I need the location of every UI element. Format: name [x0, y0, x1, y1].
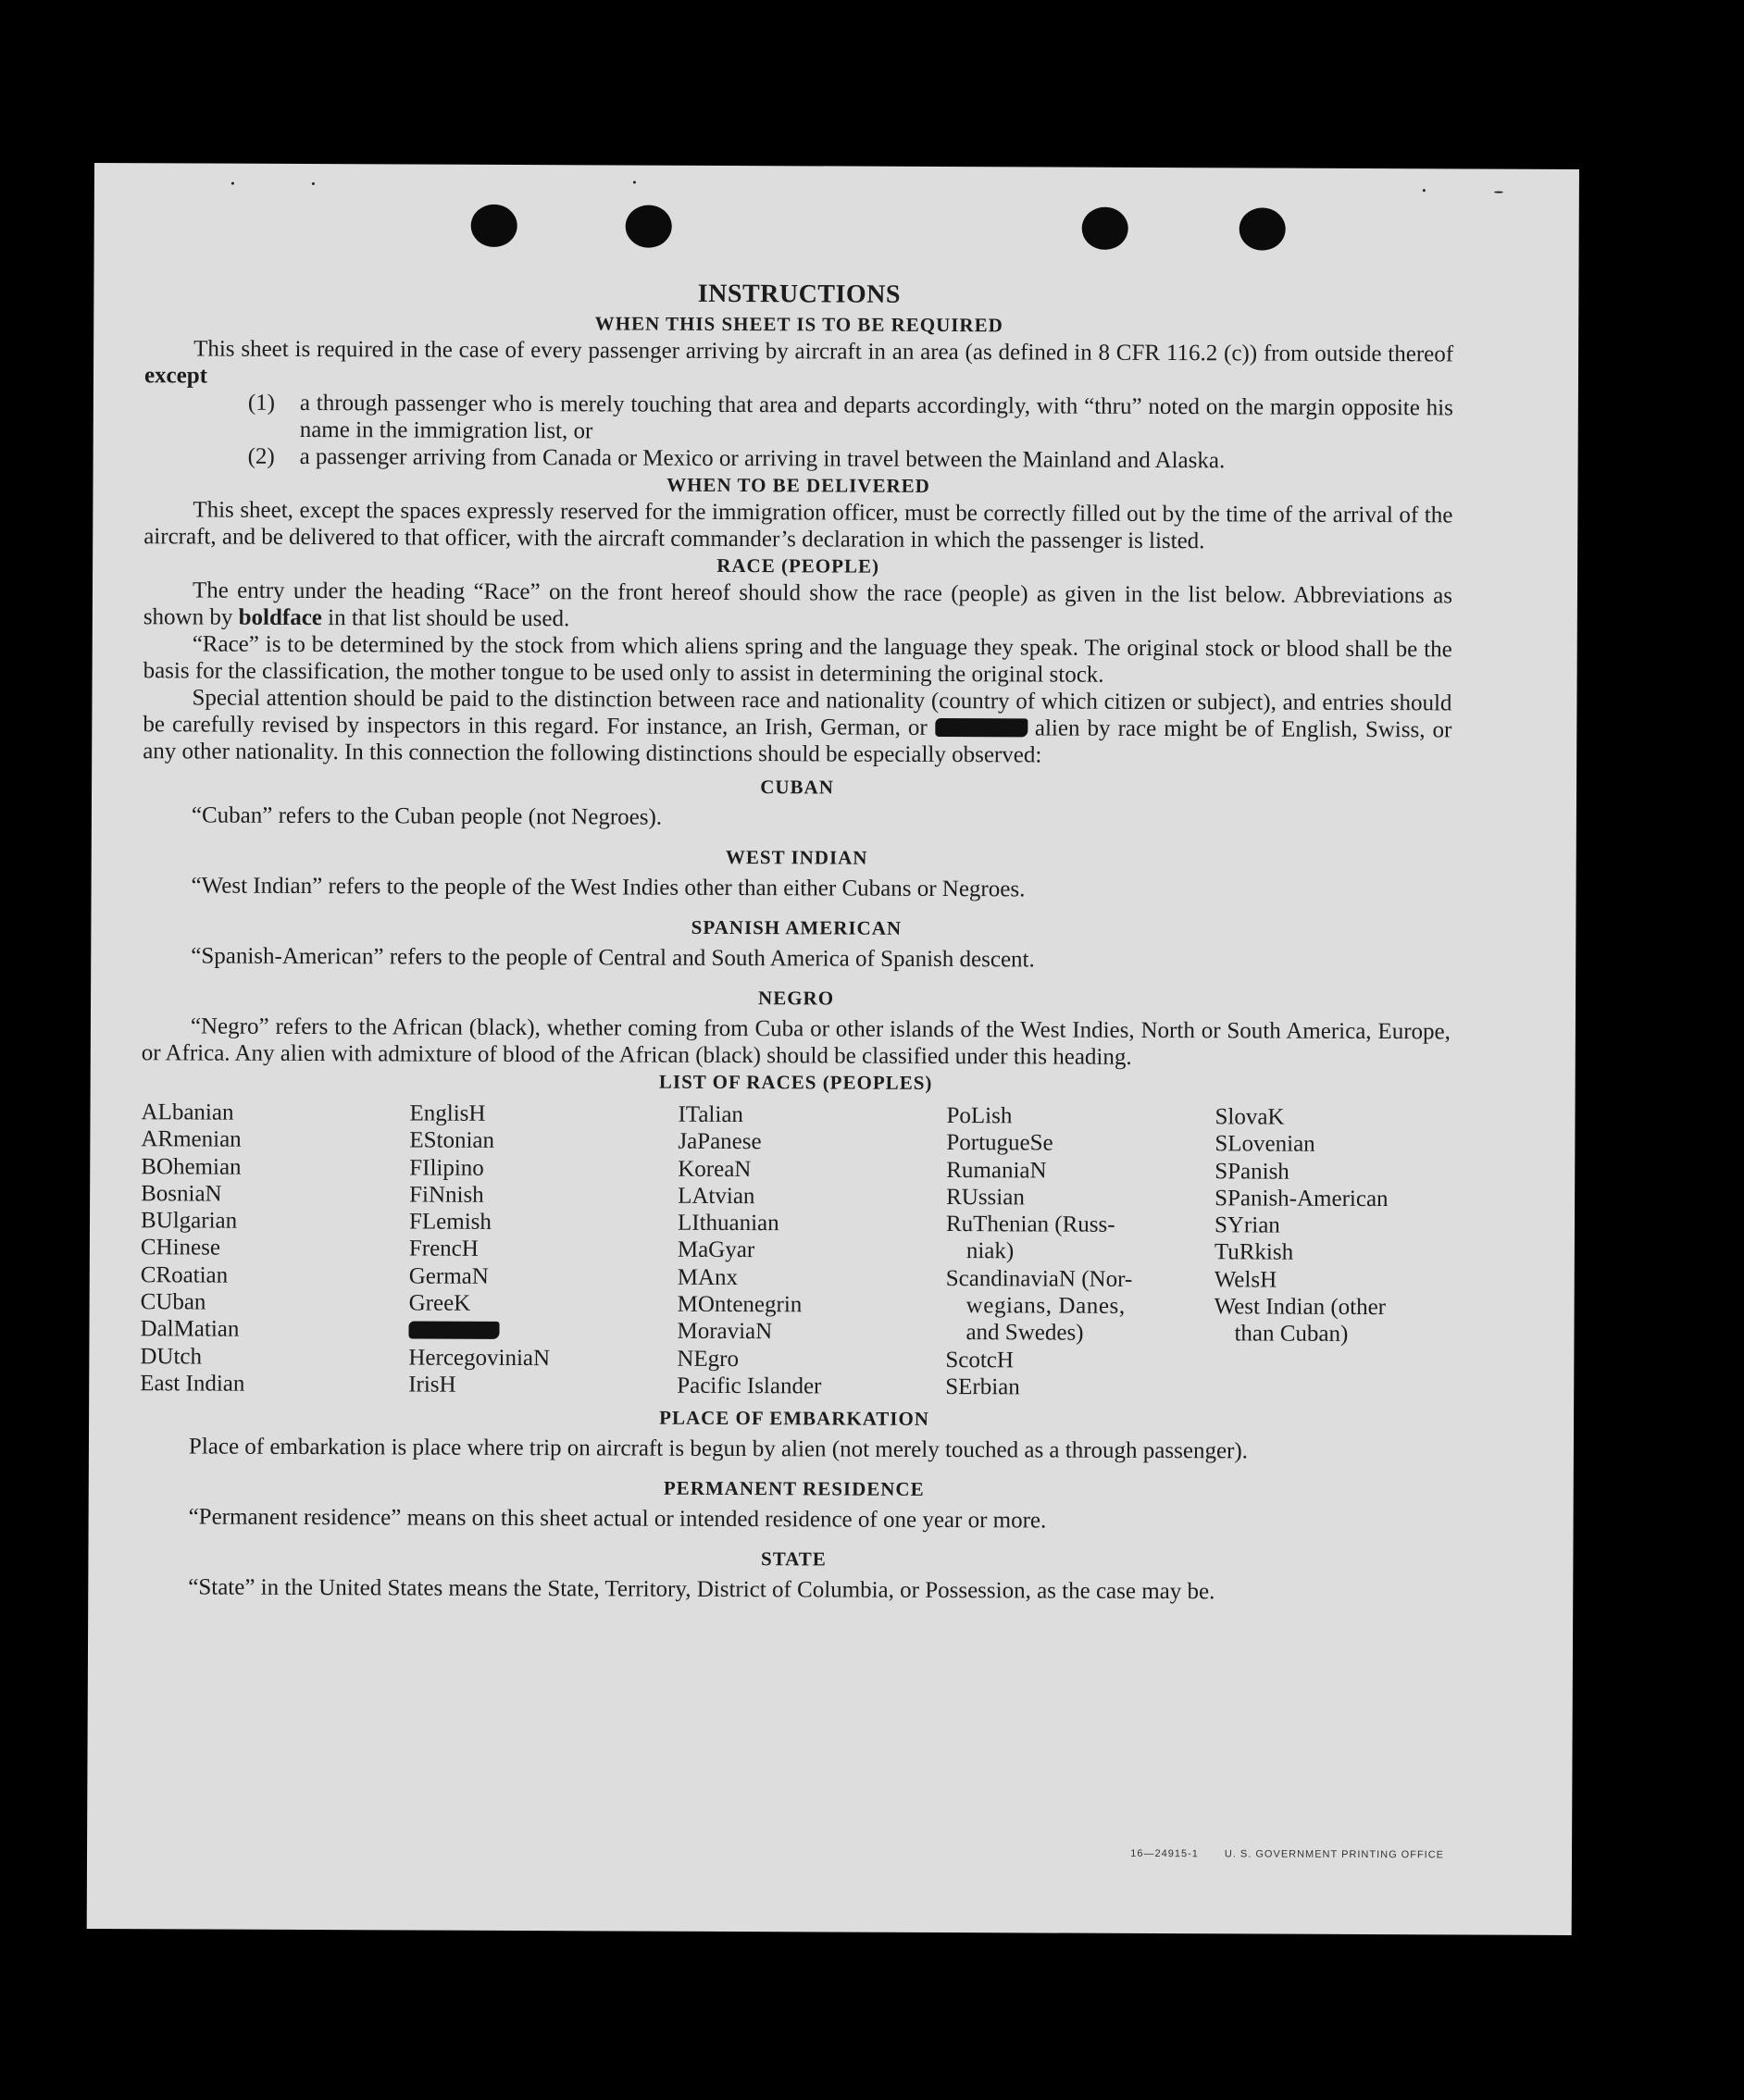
- race-item: RuThenian (Russ-: [945, 1212, 1115, 1238]
- speck: [1494, 192, 1503, 193]
- race-item: NEgro: [677, 1346, 740, 1372]
- race-item: LAtvian: [678, 1183, 755, 1210]
- race-item: TuRkish: [1214, 1239, 1294, 1266]
- race-item: ITalian: [678, 1101, 744, 1128]
- race-item: BosniaN: [141, 1181, 222, 1207]
- document-page: [87, 163, 1579, 1935]
- race-item: BOhemian: [141, 1153, 242, 1180]
- race-item: MaGyar: [677, 1237, 755, 1263]
- race-item: KoreaN: [678, 1156, 752, 1182]
- race-item: ScotcH: [945, 1347, 1015, 1373]
- races-column-3: [677, 1101, 946, 1401]
- race-paragraph-2: “Race” is to be determined by the stock from which aliens spring and the language they speak. The original stock or blood shall be the basis for the classification, the mother tongue to be used only to assist in determining the original stock.: [143, 631, 1452, 688]
- delivered-text: This sheet, except the spaces expressly reserved for the immigration officer, must be correctly filled out by the time of the arrival of the aircraft, and be delivered to that officer, with the aircraft commander’s declaration in which the passenger is listed.: [143, 497, 1453, 554]
- race-item: DUtch: [140, 1343, 203, 1370]
- race-item: SLovenian: [1215, 1131, 1315, 1158]
- race-item-continued: wegians, Danes,: [965, 1293, 1126, 1319]
- heading-cuban: CUBAN: [760, 776, 834, 799]
- races-column-2: [408, 1100, 678, 1399]
- race-item-continued: and Swedes): [965, 1320, 1084, 1347]
- state-text: “State” in the United States means the State, Territory, District of Columbia, or Possession, as the case may be.: [188, 1574, 1215, 1605]
- residence-text: “Permanent residence” means on this sheet actual or intended residence of one year or more.: [188, 1504, 1047, 1534]
- races-column-4: [945, 1102, 1215, 1402]
- race-item: MAnx: [677, 1264, 739, 1290]
- cuban-text: “Cuban” refers to the Cuban people (not Negroes).: [191, 802, 663, 830]
- race-item: FLemish: [408, 1209, 492, 1236]
- race-item: GreeK: [408, 1290, 471, 1316]
- race-item: MoraviaN: [677, 1319, 773, 1345]
- race-item: GermaN: [408, 1263, 489, 1289]
- race-item: East Indian: [140, 1371, 245, 1397]
- race-item: BUlgarian: [140, 1208, 238, 1234]
- except-bold: except: [143, 363, 208, 389]
- race-paragraph-3: Special attention should be paid to the distinction between race and nationality (country of which citizen or subject), and entries should be carefully revised by inspectors in this regard. For instance, an Irish, German, or alien by race might be of English, Swiss, or any other nationality. In this connection the following distinctions should be especially observed:: [143, 685, 1452, 768]
- heading-spanish-american: SPANISH AMERICAN: [691, 915, 903, 939]
- race-item: West Indian (other: [1214, 1294, 1387, 1321]
- heading-list-of-races: LIST OF RACES (PEOPLES): [658, 1070, 933, 1094]
- race-item: IrisH: [408, 1372, 456, 1398]
- race-item: EStonian: [409, 1127, 495, 1154]
- race-item: PoLish: [946, 1103, 1013, 1129]
- west-indian-text: “West Indian” refers to the people of the West Indies other than either Cubans or Negroes.: [191, 873, 1026, 902]
- race-item-continued: than Cuban): [1234, 1321, 1349, 1348]
- race-item: LIthuanian: [677, 1210, 779, 1236]
- page-title: INSTRUCTIONS: [697, 279, 902, 309]
- heading-residence: PERMANENT RESIDENCE: [663, 1476, 925, 1501]
- race-item: SlovaK: [1215, 1104, 1285, 1130]
- heading-embarkation: PLACE OF EMBARKATION: [659, 1406, 930, 1431]
- race-item: Pacific Islander: [677, 1373, 822, 1399]
- race-item-redacted: [408, 1317, 677, 1346]
- race-item: ARmenian: [141, 1126, 242, 1152]
- race-item: MOntenegrin: [677, 1291, 803, 1318]
- speck: [231, 182, 234, 185]
- speck: [312, 182, 315, 185]
- heading-required: WHEN THIS SHEET IS TO BE REQUIRED: [594, 312, 1003, 337]
- race-item: SYrian: [1214, 1212, 1280, 1238]
- spanish-american-text: “Spanish-American” refers to the people of Central and South America of Spanish descent.: [191, 943, 1035, 973]
- required-intro: This sheet is required in the case of every passenger arriving by aircraft in an area (as defined in 8 CFR 116.2 (c)) from outside thereof except: [143, 336, 1454, 389]
- form-number: 16—24915-1: [1130, 1847, 1199, 1860]
- race-item-continued: niak): [965, 1238, 1015, 1264]
- redaction-mark: [935, 718, 1028, 737]
- heading-delivered: WHEN TO BE DELIVERED: [666, 473, 930, 497]
- race-item: SPanish-American: [1215, 1186, 1389, 1212]
- races-column-1: [140, 1099, 409, 1398]
- form-footer: [1104, 1848, 1444, 1861]
- race-item: WelsH: [1214, 1267, 1277, 1293]
- race-item: CRoatian: [140, 1262, 229, 1288]
- punch-hole: [471, 205, 517, 247]
- race-item: EnglisH: [409, 1100, 486, 1126]
- race-item: SPanish: [1215, 1158, 1289, 1185]
- race-item: FIlipino: [409, 1155, 484, 1181]
- heading-west-indian: WEST INDIAN: [725, 845, 868, 869]
- redaction-mark: [408, 1322, 499, 1339]
- punch-hole: [1239, 207, 1286, 250]
- heading-state: STATE: [760, 1547, 827, 1571]
- race-item: SErbian: [945, 1373, 1020, 1400]
- race-item: JaPanese: [678, 1129, 762, 1155]
- speck: [633, 181, 636, 184]
- printer-credit: U. S. GOVERNMENT PRINTING OFFICE: [1224, 1848, 1445, 1861]
- race-item: CUban: [140, 1289, 206, 1315]
- heading-race: RACE (PEOPLE): [716, 553, 880, 578]
- race-item: DalMatian: [140, 1316, 240, 1343]
- list-item: (2) a passenger arriving from Canada or Mexico or arriving in travel between the Mainland and Alaska.: [247, 443, 1226, 474]
- race-item: ScandinaviaN (Nor-: [945, 1265, 1133, 1292]
- race-item: RumaniaN: [946, 1157, 1047, 1184]
- heading-negro: NEGRO: [758, 987, 835, 1010]
- race-paragraph-1: The entry under the heading “Race” on the front hereof should show the race (people) as given in the list below. Abbreviations as shown by boldface in that list should be used.: [143, 578, 1453, 632]
- speck: [1423, 189, 1426, 192]
- races-list: [140, 1099, 1450, 1402]
- race-item: PortugueSe: [946, 1130, 1053, 1156]
- embarkation-text: Place of embarkation is place where trip on aircraft is begun by alien (not merely touched as a through passenger).: [188, 1434, 1249, 1464]
- race-item: HercegoviniaN: [408, 1345, 551, 1371]
- punch-hole: [1082, 207, 1128, 250]
- race-item: FiNnish: [409, 1182, 484, 1208]
- races-column-5: [1214, 1103, 1459, 1402]
- boldface-word: boldface: [238, 604, 322, 631]
- race-item: RUssian: [946, 1184, 1025, 1211]
- race-item: CHinese: [140, 1235, 221, 1261]
- negro-text: “Negro” refers to the African (black), whether coming from Cuba or other islands of the West Indies, North or South America, Europe, or Africa. Any alien with admixture of blood of the African (black) should be classified under this heading.: [141, 1013, 1451, 1070]
- race-item: FrencH: [408, 1236, 479, 1262]
- instructions-body: [139, 276, 1453, 1606]
- race-item: ALbanian: [141, 1100, 234, 1125]
- punch-hole: [626, 205, 672, 248]
- list-item: (1) a through passenger who is merely touching that area and departs accordingly, with “thru” noted on the margin opposite his name in the immigration list, or: [247, 390, 1453, 444]
